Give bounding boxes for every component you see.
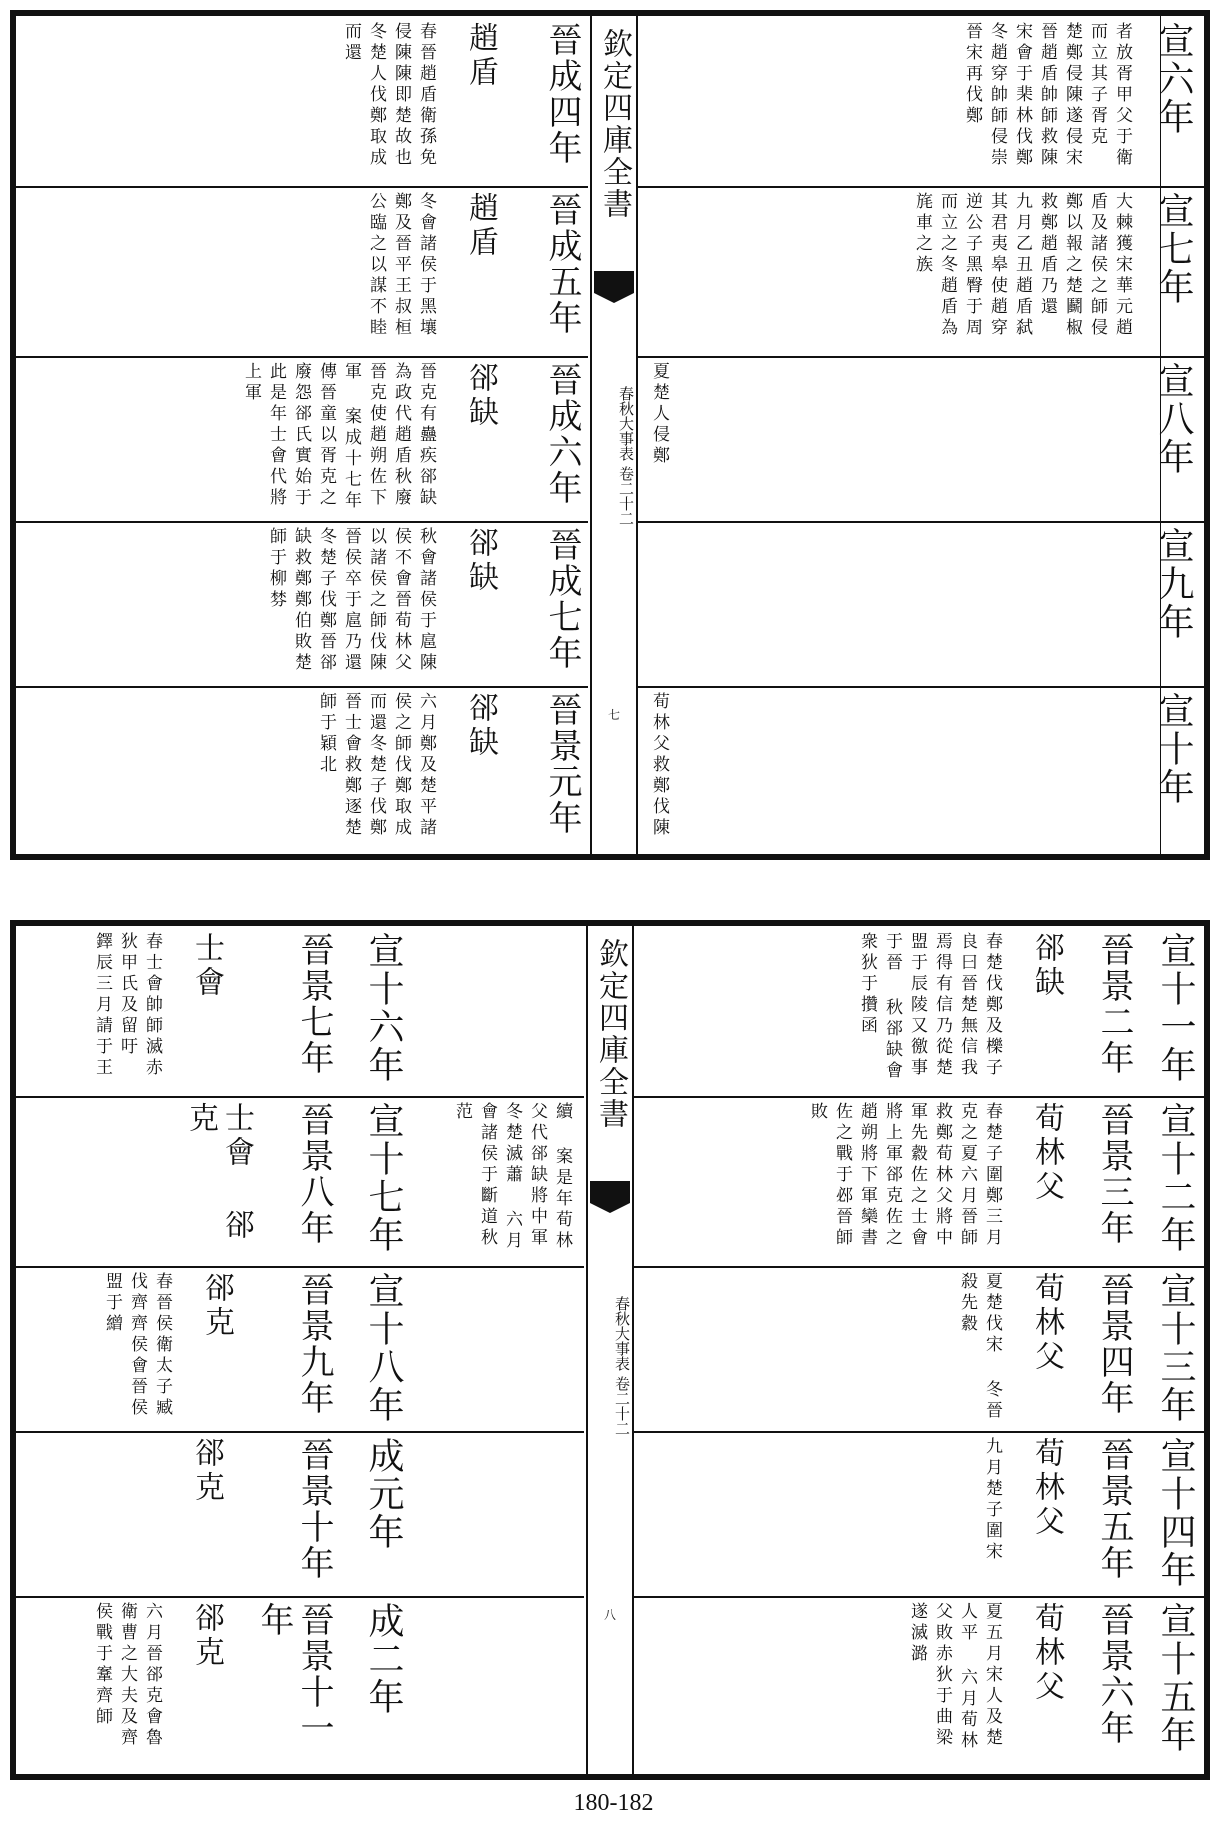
reign-year: 宣十八年 xyxy=(363,1272,404,1424)
minister-name: 郤克 xyxy=(189,1602,224,1670)
table-row xyxy=(636,521,1204,688)
minister-name: 郤缺 xyxy=(463,362,498,430)
event-note: 春晉趙盾衛孫免侵陳陳即楚故也 冬楚人伐鄭取成而還 xyxy=(341,22,436,169)
ruler-year: 晉景十年 xyxy=(294,1437,334,1581)
minister-name: 郤克 xyxy=(199,1272,234,1340)
table-row xyxy=(16,1596,584,1774)
event-note: 春士會帥師滅赤狄甲氏及留吁 鐸辰三月請于王 xyxy=(92,932,162,1079)
table-row xyxy=(632,926,1204,1098)
reign-year: 宣十六年 xyxy=(363,932,404,1084)
table-row xyxy=(16,686,588,854)
table-row xyxy=(636,186,1204,358)
top-left-half xyxy=(16,16,588,854)
table-row xyxy=(16,1266,584,1433)
reign-year: 宣十二年 xyxy=(1155,1102,1196,1254)
ruler-year: 晉成四年 xyxy=(542,22,582,166)
table-row xyxy=(636,356,1204,523)
bottom-left-half xyxy=(16,926,584,1774)
ruler-year: 晉景五年 xyxy=(1094,1437,1134,1581)
minister-name: 士會 xyxy=(189,932,224,1000)
table-row xyxy=(16,186,588,358)
event-note: 六月鄭及楚平諸侯之師伐鄭取成而還冬楚子伐鄭晉士會救鄭逐楚師于穎北 xyxy=(316,692,436,839)
event-note: 續 案是年荀林父代郤缺將中軍冬楚滅蕭 六月會諸侯于斷道秋范 xyxy=(452,1102,572,1252)
book-title: 欽定四庫全書 xyxy=(593,938,628,1130)
ruler-year: 晉景二年 xyxy=(1094,932,1134,1076)
event-note: 秋會諸侯于扈陳侯不會晉荀林父以諸侯之師伐陳晉侯卒于扈乃還 冬楚子伐鄭晉郤缺救鄭鄭伯敗楚師于柳棼 xyxy=(266,527,436,674)
table-row xyxy=(636,16,1204,188)
minister-name: 趙盾 xyxy=(463,22,498,90)
ruler-year: 晉景四年 xyxy=(1094,1272,1134,1416)
event-note: 夏五月宋人及楚人平 六月荀林父敗赤狄于曲梁遂滅潞 xyxy=(907,1602,1002,1752)
ruler-year: 晉成七年 xyxy=(542,527,582,671)
table-row xyxy=(632,1596,1204,1774)
reign-year: 宣十四年 xyxy=(1155,1437,1196,1589)
event-note: 春楚伐鄭及櫟子良曰晉楚無信我焉得有信乃從楚盟于辰陵又徼事于晉 秋郤缺會衆狄于攢函 xyxy=(857,932,1002,1082)
table-row xyxy=(16,1431,584,1598)
event-note: 春晉侯衛太子臧伐齊齊侯會晉侯盟于繒 xyxy=(102,1272,172,1419)
fishtail-mark xyxy=(590,1181,630,1203)
event-note: 夏楚伐宋 冬晉殺先縠 xyxy=(957,1272,1002,1422)
event-note: 冬會諸侯于黑壤鄭及晉平王叔桓公臨之以謀不睦 xyxy=(366,192,436,339)
event-note: 春楚子圍鄭三月克之夏六月晉師救鄭荀林父將中軍先縠佐之士會將上軍郤克佐之趙朔將下軍欒書佐之戰于邲晉師敗 xyxy=(807,1102,1002,1249)
table-row xyxy=(16,16,588,188)
reign-year: 宣十七年 xyxy=(363,1102,404,1254)
table-row xyxy=(632,1266,1204,1433)
minister-name: 郤克 xyxy=(189,1437,224,1505)
event-note: 九月楚子圍宋 xyxy=(982,1437,1002,1563)
section-label: 春秋大事表 卷二十二 xyxy=(617,386,635,526)
minister-name: 郤缺 xyxy=(1029,932,1064,1000)
table-row xyxy=(632,1431,1204,1598)
reign-year: 宣六年 xyxy=(1153,22,1194,136)
minister-name: 士會 郤克 xyxy=(183,1102,254,1243)
bottom-page xyxy=(10,920,1210,1780)
table-row xyxy=(16,356,588,523)
event-note: 夏楚人侵鄭 xyxy=(649,362,669,467)
minister-name: 荀林父 xyxy=(1029,1602,1064,1704)
table-row xyxy=(16,1096,584,1268)
ruler-year: 晉景三年 xyxy=(1094,1102,1134,1246)
ruler-year: 晉成六年 xyxy=(542,362,582,506)
event-note: 晉克有蠱疾郤缺為政代趙盾秋廢晉克使趙朔佐下軍 案成十七年傳晉童以胥克之廢怨郤氏實始于此是年士會代將上軍 xyxy=(241,362,436,512)
reign-year: 宣七年 xyxy=(1153,192,1194,306)
minister-name: 荀林父 xyxy=(1029,1272,1064,1374)
spine-bottom xyxy=(586,926,634,1774)
reign-year: 宣十年 xyxy=(1153,692,1194,806)
table-row xyxy=(16,926,584,1098)
table-row xyxy=(16,521,588,688)
minister-name: 趙盾 xyxy=(463,192,498,260)
ruler-year: 晉景七年 xyxy=(294,932,334,1076)
event-note: 者放胥甲父于衛而立其子胥克 楚鄭侵陳遂侵宋晉趙盾帥師救陳宋會于棐林伐鄭 冬趙穿帥師侵崇晉宋再伐鄭 xyxy=(962,22,1132,169)
page-reference: 180-182 xyxy=(573,1790,654,1816)
minister-name: 郤缺 xyxy=(463,527,498,595)
minister-name: 荀林父 xyxy=(1029,1102,1064,1204)
reign-year: 成二年 xyxy=(363,1602,404,1716)
reign-year: 宣十一年 xyxy=(1155,932,1196,1084)
reign-year: 宣八年 xyxy=(1153,362,1194,476)
leaf-number: 八 xyxy=(603,1608,616,1622)
reign-year: 宣九年 xyxy=(1153,527,1194,641)
column-rule xyxy=(1160,16,1161,854)
leaf-number: 七 xyxy=(607,708,620,722)
fishtail-mark xyxy=(594,271,634,293)
ruler-year: 晉景九年 xyxy=(294,1272,334,1416)
ruler-year: 晉景元年 xyxy=(542,692,582,836)
reign-year: 宣十三年 xyxy=(1155,1272,1196,1424)
minister-name: 荀林父 xyxy=(1029,1437,1064,1539)
minister-name: 郤缺 xyxy=(463,692,498,760)
ruler-year: 晉景十一年 xyxy=(254,1602,334,1746)
event-note: 荀林父救鄭伐陳 xyxy=(649,692,669,839)
section-label: 春秋大事表 卷二十二 xyxy=(613,1296,631,1436)
reign-year: 宣十五年 xyxy=(1155,1602,1196,1754)
event-note: 六月晉郤克會魯衛曹之大夫及齊侯戰于鞌齊師 xyxy=(92,1602,162,1749)
ruler-year: 晉景六年 xyxy=(1094,1602,1134,1746)
ruler-year: 晉景八年 xyxy=(294,1102,334,1246)
ruler-year: 晉成五年 xyxy=(542,192,582,336)
spine-top xyxy=(590,16,638,854)
table-row xyxy=(636,686,1204,856)
book-title: 欽定四庫全書 xyxy=(597,28,632,220)
event-note: 大棘獲宋華元趙盾及諸侯之師侵鄭以報之楚鬬椒救鄭趙盾乃還 九月乙丑趙盾弑其君夷皋使趙穿逆公子黑臀于周而立之冬趙盾為旄車之族 xyxy=(912,192,1132,339)
top-right-half xyxy=(636,16,1204,854)
top-page xyxy=(10,10,1210,860)
reign-year: 成元年 xyxy=(363,1437,404,1551)
bottom-right-half xyxy=(632,926,1204,1774)
table-row xyxy=(632,1096,1204,1268)
